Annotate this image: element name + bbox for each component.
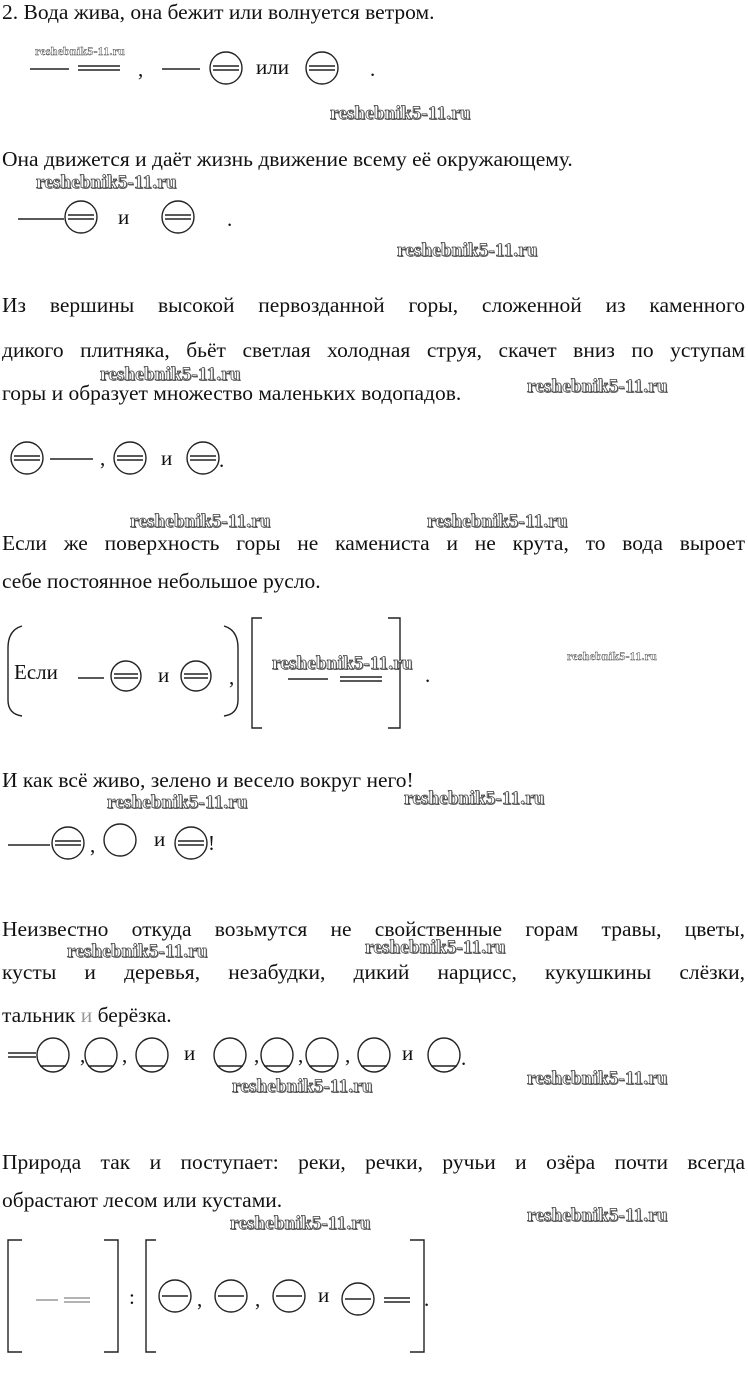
scheme-or: или — [256, 55, 289, 79]
watermark: reshebnik5-11.ru — [527, 376, 668, 397]
scheme-end: . — [370, 57, 376, 81]
sentence-7-line-1: Природа так и поступает: реки, речки, ручьи и озёра почти всегда — [2, 1150, 745, 1174]
svg-text:,: , — [345, 1043, 351, 1067]
sentence-4-line-2: себе постоянное небольшое русло. — [2, 569, 321, 593]
svg-text:.: . — [461, 1046, 467, 1070]
sentence-5-text: И как всё живо, зелено и весело вокруг него! — [2, 768, 414, 792]
watermark: reshebnik5-11.ru — [35, 44, 125, 58]
svg-text:,: , — [255, 1287, 261, 1311]
watermark: reshebnik5-11.ru — [230, 1213, 371, 1234]
svg-text:.: . — [424, 1287, 430, 1311]
watermark: reshebnik5-11.ru — [567, 649, 657, 663]
sentence-7-line-2: обрастают лесом или кустами. — [2, 1188, 283, 1212]
watermark: reshebnik5-11.ru — [36, 172, 177, 193]
sentence-6-line-2: кусты и деревья, незабудки, дикий нарцисс, кукушкины слёзки, — [2, 960, 745, 984]
svg-text:,: , — [80, 1043, 86, 1067]
watermark: reshebnik5-11.ru — [404, 788, 545, 809]
watermark: reshebnik5-11.ru — [397, 240, 538, 261]
svg-text:,: , — [254, 1043, 260, 1067]
sentence-1-text: 2. Вода жива, она бежит или волнуется ветром. — [2, 0, 435, 24]
scheme-and: и — [118, 205, 130, 229]
watermark: reshebnik5-11.ru — [272, 653, 413, 674]
sentence-3-line-1: Из вершины высокой первозданной горы, сложенной из каменного — [2, 293, 745, 317]
watermark: reshebnik5-11.ru — [527, 1205, 668, 1226]
watermark: reshebnik5-11.ru — [232, 1076, 373, 1097]
svg-text:и: и — [184, 1041, 196, 1065]
watermark: reshebnik5-11.ru — [107, 792, 248, 813]
svg-text:и: и — [402, 1041, 414, 1065]
svg-text:!: ! — [208, 831, 215, 855]
svg-text:.: . — [219, 448, 225, 472]
sentence-2-text: Она движется и даёт жизнь движение всему её окружающему. — [2, 147, 573, 171]
sentence-3-line-3: горы и образует множество маленьких водопадов. — [2, 381, 462, 405]
scheme-comma: , — [138, 57, 144, 81]
sentence-6-line-1: Неизвестно откуда возьмутся не свойственные горам травы, цветы, — [2, 917, 745, 941]
svg-text:.: . — [227, 207, 233, 231]
sentence-3-line-2: дикого плитняка, бьёт светлая холодная струя, скачет вниз по уступам — [2, 338, 745, 362]
square-bracket-right — [104, 1240, 118, 1352]
svg-text:,: , — [122, 1043, 128, 1067]
svg-text:и: и — [154, 827, 166, 851]
svg-text:и: и — [161, 446, 173, 470]
watermark: reshebnik5-11.ru — [130, 511, 271, 532]
sentence-4-line-1: Если же поверхность горы не камениста и не крута, то вода выроет — [2, 531, 745, 555]
svg-text:,: , — [90, 833, 96, 857]
square-bracket-right — [410, 1240, 424, 1352]
svg-text::: : — [129, 1285, 135, 1309]
watermark: reshebnik5-11.ru — [67, 941, 208, 962]
svg-text:,: , — [197, 1287, 203, 1311]
svg-text:,: , — [229, 665, 235, 689]
svg-text:.: . — [425, 663, 431, 687]
svg-text:и: и — [318, 1283, 330, 1307]
svg-text:и: и — [158, 663, 170, 687]
svg-text:,: , — [298, 1043, 304, 1067]
square-bracket-left — [8, 1240, 22, 1352]
watermark: reshebnik5-11.ru — [427, 511, 568, 532]
watermark: reshebnik5-11.ru — [100, 364, 241, 385]
watermark: reshebnik5-11.ru — [330, 103, 471, 124]
svg-text:,: , — [100, 446, 106, 470]
watermark: reshebnik5-11.ru — [527, 1068, 668, 1089]
scheme-if: Если — [14, 660, 58, 684]
watermark: reshebnik5-11.ru — [365, 937, 506, 958]
sentence-6-line-3: тальник и берёзка. — [2, 1003, 172, 1027]
square-bracket-left — [146, 1240, 156, 1352]
